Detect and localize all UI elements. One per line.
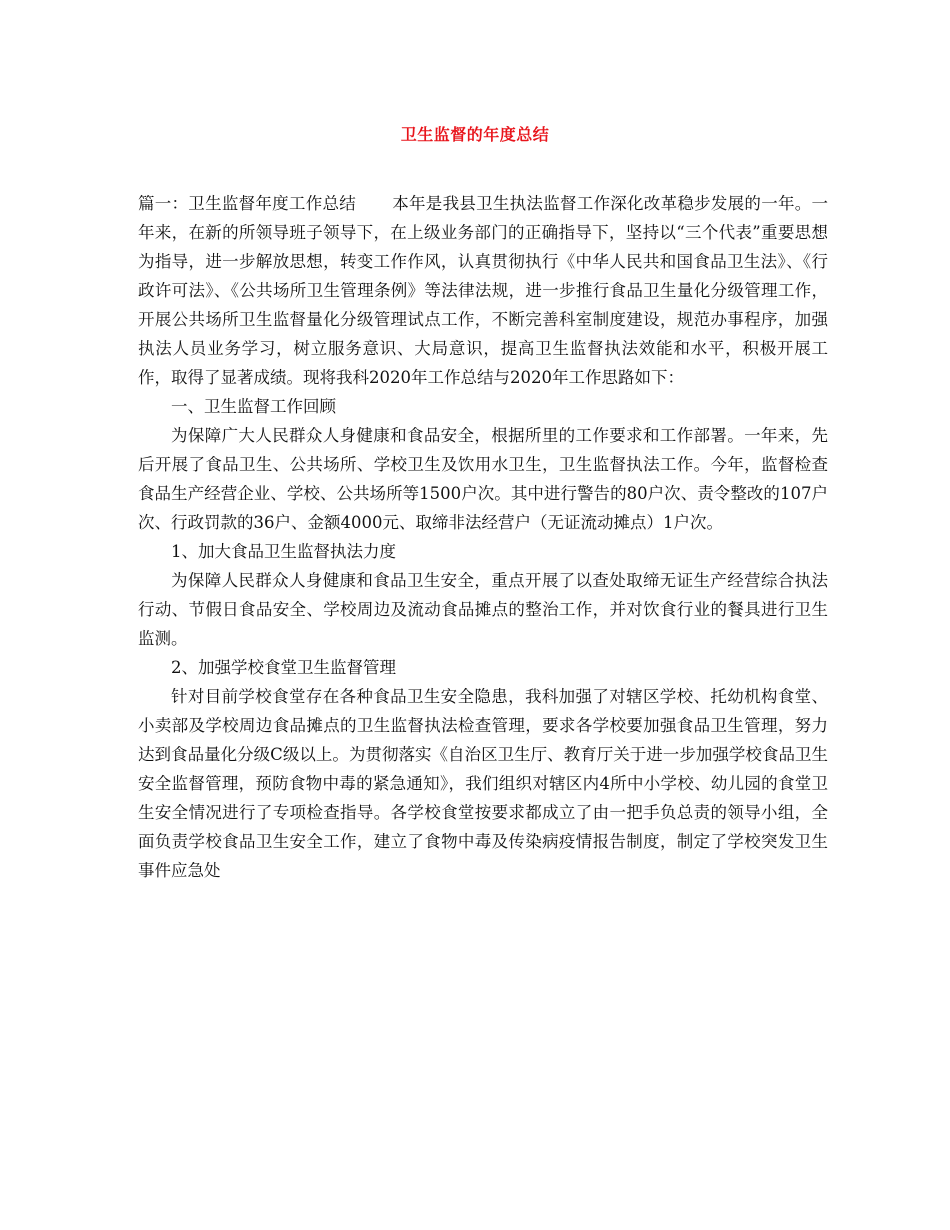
section-lead: 篇一：卫生监督年度工作总结 [138, 194, 356, 213]
paragraph: 为保障人民群众人身健康和食品卫生安全，重点开展了以查处取缔无证生产经营综合执法行动、节假日食品安全、学校周边及流动食品摊点的整治工作，并对饮食行业的餐具进行卫生监测。 [138, 571, 828, 648]
subsection-heading: 1、加大食品卫生监督执法力度 [171, 542, 396, 561]
paragraph: 为保障广大人民群众人身健康和食品安全，根据所里的工作要求和工作部署。一年来，先后开展了食品卫生、公共场所、学校卫生及饮用水卫生，卫生监督执法工作。今年，监督检查食品生产经营企业、学校、公共场所等1500户次。其中进行警告的80户次、责令整改的107户次、行政罚款的36户、金额4000元、取缔非法经营户（无证流动摊点）1户次。 [138, 426, 828, 532]
document-title: 卫生监督的年度总结 [400, 125, 550, 144]
document-body [138, 189, 828, 885]
subsection-heading: 2、加强学校食堂卫生监督管理 [171, 658, 396, 677]
paragraph: 针对目前学校食堂存在各种食品卫生安全隐患，我科加强了对辖区学校、托幼机构食堂、小卖部及学校周边食品摊点的卫生监督执法检查管理，要求各学校要加强食品卫生管理，努力达到食品量化分级C级以上。为贯彻落实《自治区卫生厅、教育厅关于进一步加强学校食品卫生安全监督管理，预防食物中毒的紧急通知》，我们组织对辖区内4所中小学校、幼儿园的食堂卫生安全情况进行了专项检查指导。各学校食堂按要求都成立了由一把手负总责的领导小组，全面负责学校食品卫生安全工作，建立了食物中毒及传染病疫情报告制度，制定了学校突发卫生事件应急处 [138, 687, 828, 880]
section-heading: 一、卫生监督工作回顾 [171, 397, 336, 416]
paragraph-text: 本年是我县卫生执法监督工作深化改革稳步发展的一年。一年来，在新的所领导班子领导下，在上级业务部门的正确指导下，坚持以“三个代表”重要思想为指导，进一步解放思想，转变工作作风，认真贯彻执行《中华人民共和国食品卫生法》、《行政许可法》、《公共场所卫生管理条例》等法律法规，进一步推行食品卫生量化分级管理工作，开展公共场所卫生监督量化分级管理试点工作，不断完善科室制度建设，规范办事程序，加强执法人员业务学习，树立服务意识、大局意识，提高卫生监督执法效能和水平，积极开展工作，取得了显著成绩。现将我科2020年工作总结与2020年工作思路如下： [138, 194, 829, 387]
paragraph-intro [138, 189, 828, 392]
